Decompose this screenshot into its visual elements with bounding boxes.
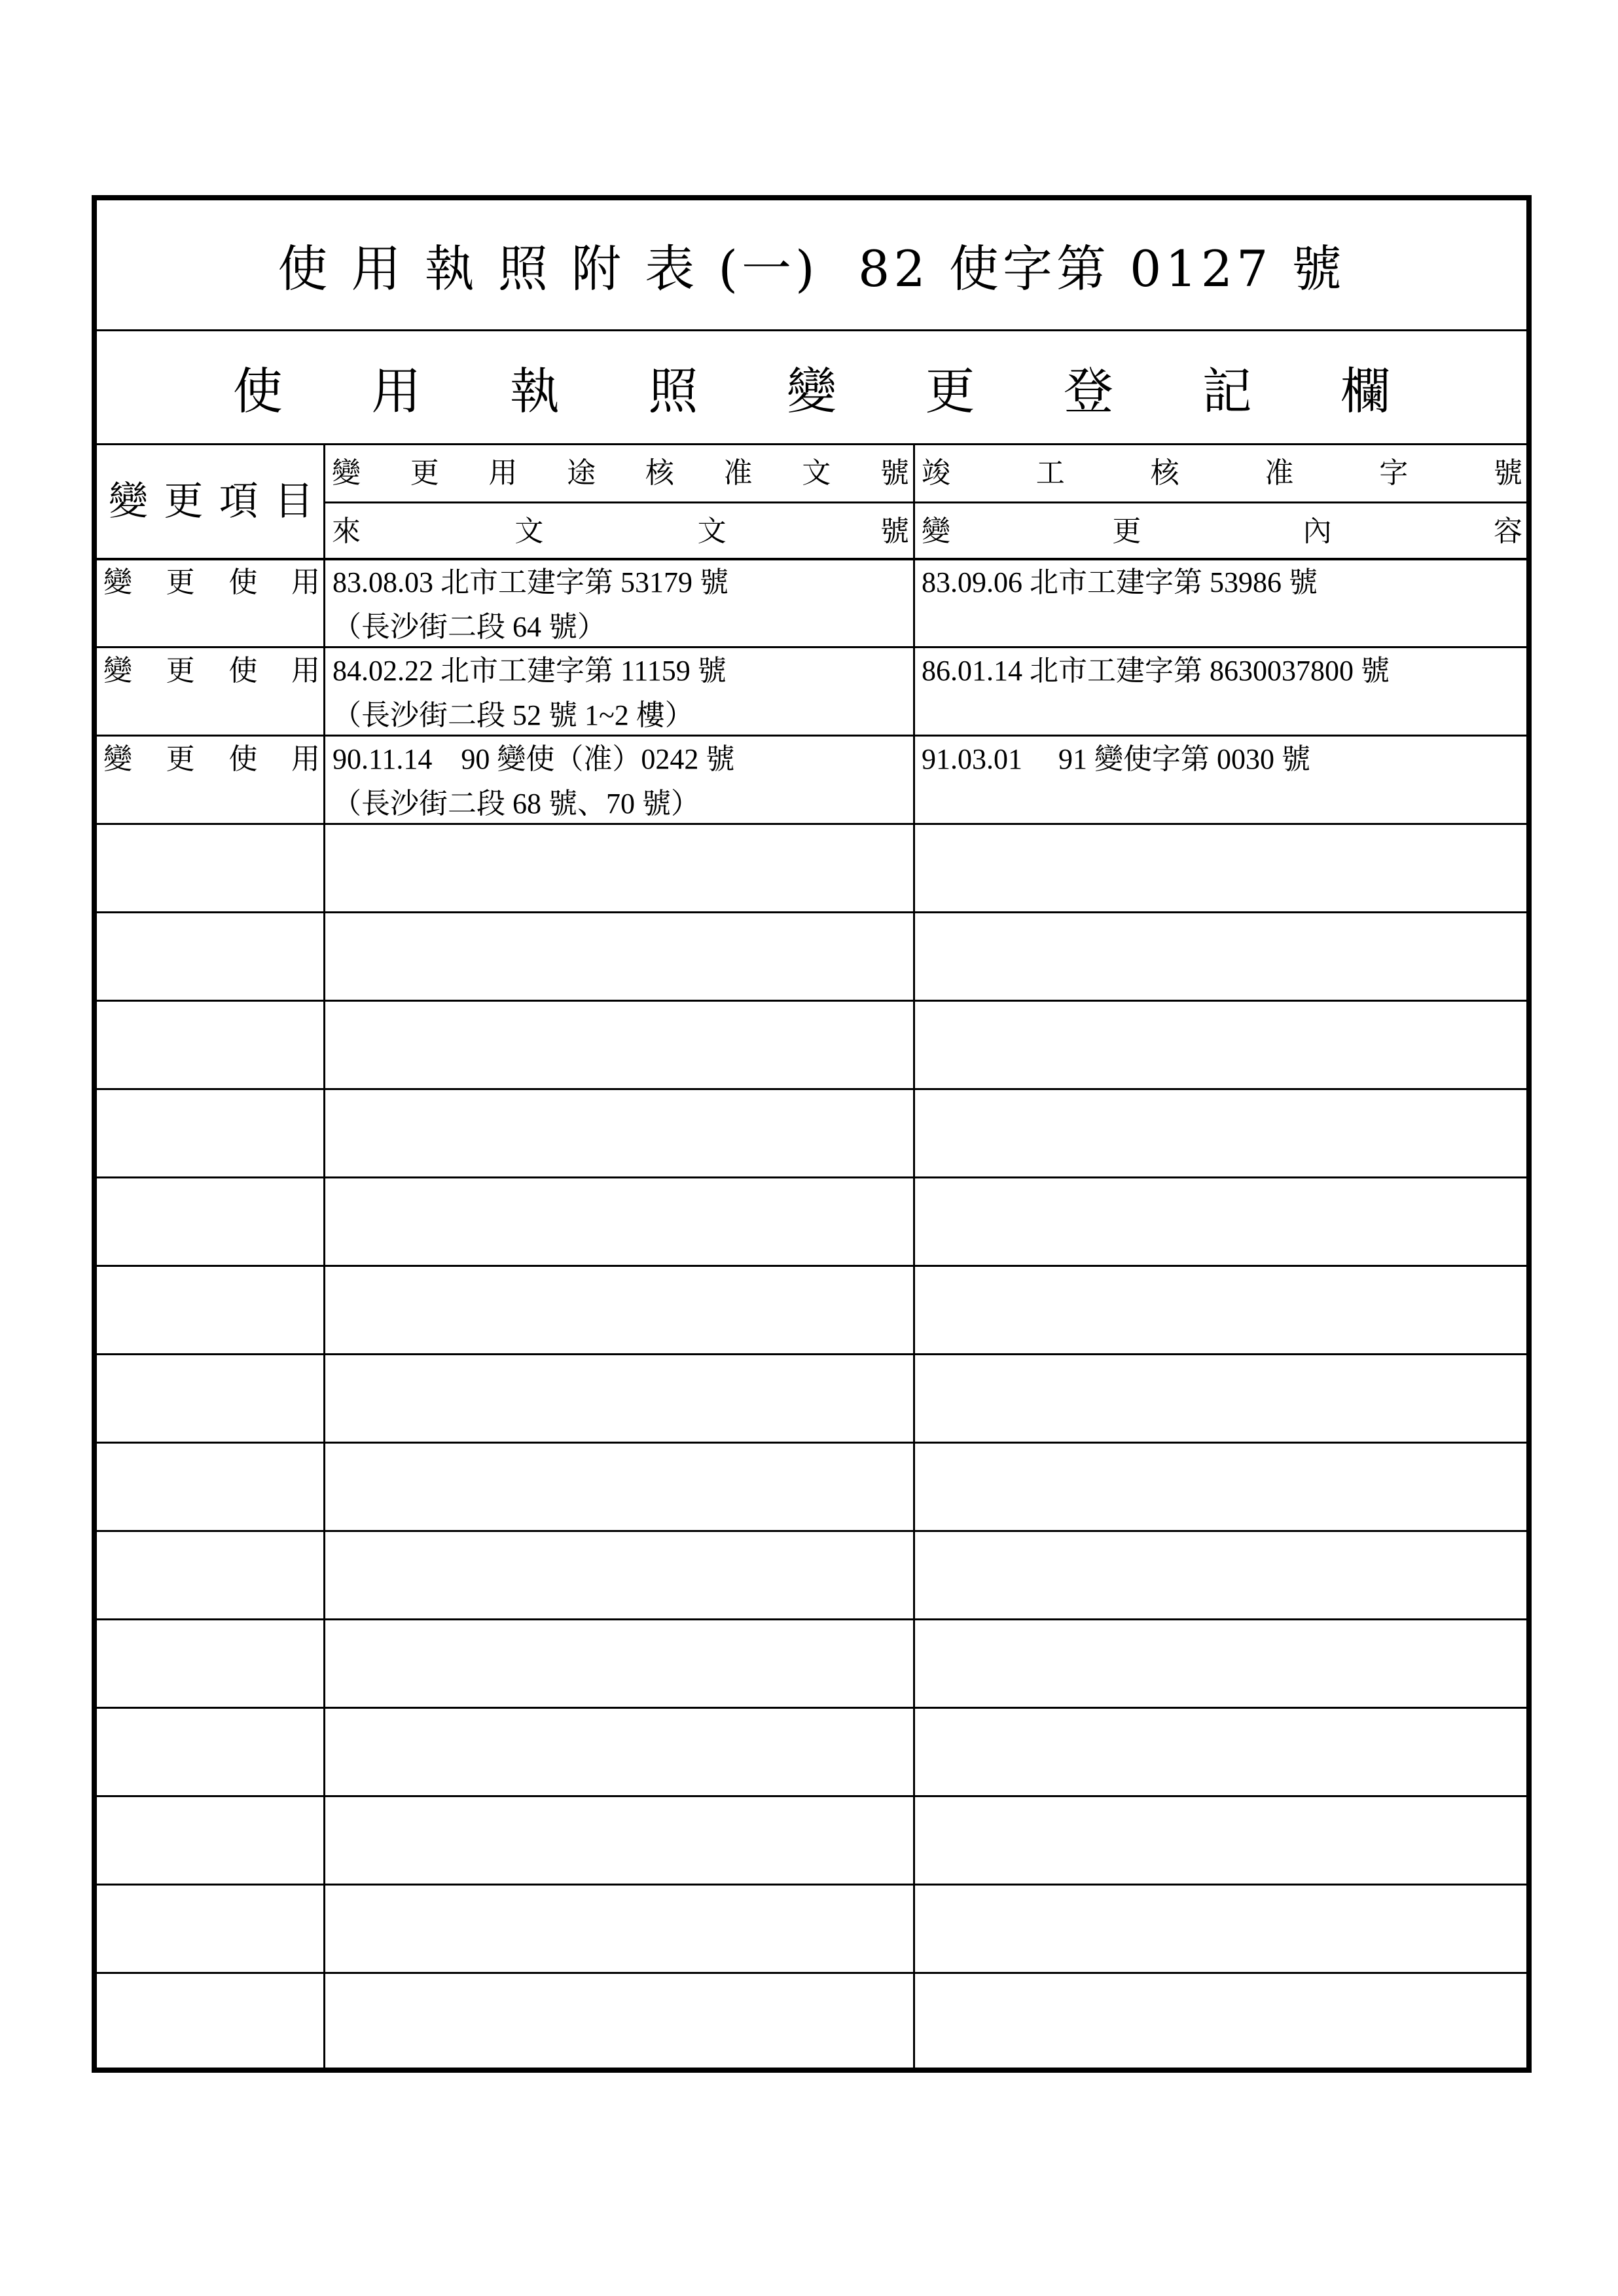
row-2-approval-line-2: （長沙街二段 52 號 1~2 樓） bbox=[333, 699, 694, 731]
section-title-char: 用 bbox=[371, 362, 422, 420]
row-divider bbox=[97, 1265, 1526, 1267]
header-change-item-char: 變 bbox=[109, 479, 148, 524]
row-item-char: 更 bbox=[166, 742, 195, 776]
header-change-item-char: 目 bbox=[274, 479, 314, 524]
header-approval-doc-char: 核 bbox=[645, 456, 674, 490]
header-incoming-doc-char: 文 bbox=[514, 515, 544, 548]
row-item-char: 變 bbox=[103, 654, 132, 687]
row-1-approval-line-2: （長沙街二段 64 號） bbox=[333, 611, 606, 643]
header-approval-doc-char: 用 bbox=[488, 456, 518, 490]
row-divider bbox=[97, 1088, 1526, 1090]
row-divider bbox=[97, 1000, 1526, 1002]
row-divider bbox=[97, 1795, 1526, 1797]
header-approval-doc-char: 更 bbox=[410, 456, 439, 490]
section-title-char: 照 bbox=[648, 362, 698, 420]
header-approval-doc-char: 變 bbox=[332, 456, 361, 490]
header-change-content-char: 變 bbox=[922, 515, 950, 548]
row-2-approval-line-1: 84.02.22 北市工建字第 11159 號 bbox=[333, 655, 727, 687]
header-incoming-doc-char: 號 bbox=[880, 515, 909, 548]
row-1-completion bbox=[922, 560, 1524, 605]
row-divider bbox=[97, 1707, 1526, 1709]
change-register-table bbox=[97, 445, 1526, 2068]
header-approval-doc-char: 途 bbox=[567, 456, 596, 490]
header-completion-char: 核 bbox=[1150, 456, 1179, 490]
row-2-change-item bbox=[97, 651, 325, 691]
row-1-change-item bbox=[97, 563, 325, 602]
header-change-content bbox=[915, 503, 1526, 560]
header-approval-doc-char: 號 bbox=[880, 456, 909, 490]
section-title-char: 欄 bbox=[1340, 362, 1391, 420]
row-item-char: 變 bbox=[103, 566, 132, 599]
header-completion-approval bbox=[915, 445, 1526, 501]
section-title-char: 使 bbox=[232, 362, 283, 420]
row-item-char: 用 bbox=[291, 742, 320, 776]
header-approval-doc bbox=[325, 445, 913, 501]
row-2-completion-line-1: 86.01.14 北市工建字第 8630037800 號 bbox=[922, 655, 1390, 687]
section-title bbox=[97, 331, 1526, 445]
row-item-char: 使 bbox=[228, 566, 258, 599]
row-3-completion-line-1: 91.03.01 91 變使字第 0030 號 bbox=[922, 743, 1310, 775]
row-item-char: 更 bbox=[166, 654, 195, 687]
form-frame bbox=[92, 195, 1532, 2073]
header-approval-doc-char: 准 bbox=[723, 456, 753, 490]
row-item-char: 用 bbox=[291, 566, 320, 599]
section-title-char: 變 bbox=[786, 362, 836, 420]
row-3-completion bbox=[922, 737, 1524, 782]
row-item-char: 用 bbox=[291, 654, 320, 687]
section-title-char: 更 bbox=[925, 362, 975, 420]
header-completion-char: 工 bbox=[1035, 456, 1065, 490]
header-change-content-char: 更 bbox=[1112, 515, 1142, 548]
row-3-approval-doc bbox=[333, 737, 908, 826]
row-2-approval-doc bbox=[333, 649, 908, 738]
header-approval-doc-char: 文 bbox=[802, 456, 831, 490]
header-change-item-char: 更 bbox=[164, 479, 204, 524]
row-divider bbox=[97, 1442, 1526, 1444]
header-change-item bbox=[97, 445, 325, 558]
row-divider bbox=[97, 1353, 1526, 1355]
row-divider bbox=[97, 911, 1526, 913]
header-completion-char: 號 bbox=[1493, 456, 1522, 490]
column-divider bbox=[913, 445, 915, 2068]
row-divider bbox=[97, 1530, 1526, 1532]
header-change-content-char: 容 bbox=[1493, 515, 1522, 548]
row-item-char: 使 bbox=[228, 654, 258, 687]
form-title-text: 使 用 執 照 附 表 (一) 82 使字第 0127 號 bbox=[278, 240, 1346, 298]
row-divider bbox=[97, 1884, 1526, 1886]
row-3-approval-line-1: 90.11.14 90 變使（准）0242 號 bbox=[333, 743, 735, 775]
row-1-completion-line-1: 83.09.06 北市工建字第 53986 號 bbox=[922, 566, 1318, 598]
row-1-approval-line-1: 83.08.03 北市工建字第 53179 號 bbox=[333, 566, 728, 598]
header-incoming-doc-char: 來 bbox=[332, 515, 361, 548]
row-item-char: 使 bbox=[228, 742, 258, 776]
section-title-char: 記 bbox=[1202, 362, 1252, 420]
row-item-char: 更 bbox=[166, 566, 195, 599]
form-title bbox=[97, 200, 1526, 331]
section-title-char: 執 bbox=[509, 362, 560, 420]
row-divider bbox=[97, 1618, 1526, 1620]
header-incoming-doc bbox=[325, 503, 913, 560]
row-2-completion bbox=[922, 649, 1524, 693]
header-completion-char: 竣 bbox=[922, 456, 950, 490]
header-change-item-char: 項 bbox=[219, 479, 259, 524]
row-1-approval-doc bbox=[333, 560, 908, 649]
header-incoming-doc-char: 文 bbox=[697, 515, 727, 548]
row-3-approval-line-2: （長沙街二段 68 號、70 號） bbox=[333, 788, 700, 820]
row-item-char: 變 bbox=[103, 742, 132, 776]
row-3-change-item bbox=[97, 740, 325, 779]
section-title-char: 登 bbox=[1064, 362, 1114, 420]
header-completion-char: 字 bbox=[1379, 456, 1409, 490]
row-divider bbox=[97, 1176, 1526, 1178]
header-change-content-char: 內 bbox=[1303, 515, 1332, 548]
row-divider bbox=[97, 1972, 1526, 1974]
header-completion-char: 准 bbox=[1265, 456, 1294, 490]
